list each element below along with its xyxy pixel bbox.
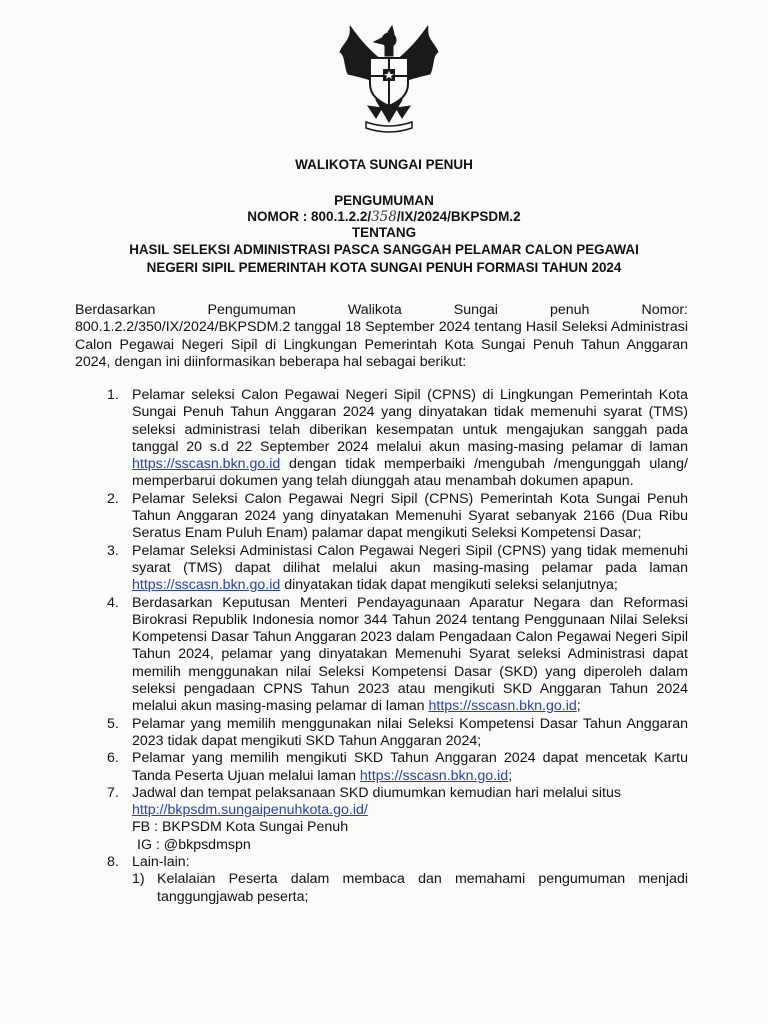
- list-item: [107, 854, 688, 906]
- sscasn-link[interactable]: https://sscasn.bkn.go.id: [132, 577, 281, 594]
- intro-rest: 800.1.2.2/350/IX/2024/BKPSDM.2 tanggal 18 September 2024 tentang Hasil Seleksi Administrasi Calon Pegawai Negeri Sipil di Lingkungan Pemerintah Kota Sungai Penuh Tahun Anggaran 2024, dengan ini diinformasikan beberapa hal sebagai berikut:: [75, 319, 688, 370]
- sub-item-text: Kelalaian Peserta dalam membaca dan memahami pengumuman menjadi tanggungjawab peserta;: [157, 871, 688, 905]
- item-number: 6.: [107, 750, 119, 767]
- item-text: ;: [576, 698, 581, 715]
- sscasn-link[interactable]: https://sscasn.bkn.go.id: [132, 456, 281, 473]
- issuer-title: WALIKOTA SUNGAI PENUH: [295, 157, 473, 172]
- list-item: [107, 716, 688, 751]
- sub-item-number: 1): [132, 871, 145, 888]
- intro-line-1: Berdasarkan Pengumuman Walikota Sungai penuh Nomor:: [75, 302, 688, 318]
- number-prefix: NOMOR : 800.1.2.2/: [247, 209, 372, 224]
- announcement-label: PENGUMUMAN: [334, 193, 434, 208]
- garuda-emblem-icon: [330, 22, 448, 134]
- list-item: [107, 750, 688, 785]
- handwritten-number: 358: [371, 209, 397, 225]
- item-text: Pelamar yang memilih mengikuti SKD Tahun Anggaran 2024 dapat mencetak Kartu Tanda Peserta Ujuan melalui laman: [132, 750, 688, 784]
- number-suffix: /IX/2024/BKPSDM.2: [396, 209, 521, 224]
- sscasn-link[interactable]: https://sscasn.bkn.go.id: [359, 767, 509, 784]
- item-text: ;: [508, 767, 513, 784]
- announcement-list: [107, 387, 688, 906]
- announcement-number: [0, 209, 768, 225]
- list-item: [107, 543, 688, 595]
- list-item: [107, 491, 688, 543]
- item-text: Pelamar Seleksi Calon Pegawai Negri Sipil (CPNS) Pemerintah Kota Sungai Penuh Tahun Anggaran 2024 yang dinyatakan Memenuhi Syarat sebanyak 2166 (Dua Ribu Seratus Enam Puluh Enam) palamar dapat mengikuti Seleksi Kompetensi Dasar;: [132, 490, 688, 542]
- item-number: 4.: [107, 594, 119, 611]
- item-text: Berdasarkan Keputusan Menteri Pendayagunaan Aparatur Negara dan Reformasi Birokrasi Republik Indonesia nomor 344 Tahun 2024 tentang Penggunaan Nilai Seleksi Kompetensi Dasar Tahun Anggaran 2023 dalam Pengadaan Calon Pegawai Negeri Sipil Tahun 2024, pelamar yang dinyatakan Memenuhi Syarat seleksi Administrasi dapat memilih menggunakan nilai Seleksi Kompetensi Dasar (SKD) yang diperoleh dalam seleksi pengadaan CPNS Tahun 2023 atau mengikuti SKD Anggaran Tahun 2024 melalui akun masing-masing pelamar di laman: [132, 594, 688, 715]
- item-text: Pelamar Seleksi Administasi Calon Pegawai Negeri Sipil (CPNS) yang tidak memenuhi syarat (TMS) dapat dilihat melalui akun masing-masing pelamar pada laman: [132, 542, 688, 576]
- sub-list-item: [132, 871, 688, 906]
- sscasn-link[interactable]: https://sscasn.bkn.go.id: [428, 698, 577, 715]
- item-number: 1.: [107, 387, 119, 403]
- item-number: 2.: [107, 490, 119, 507]
- item-text: Pelamar seleksi Calon Pegawai Negeri Sipil (CPNS) di Lingkungan Pemerintah Kota Sungai Penuh Tahun Anggaran 2024 yang dinyatakan tidak memenuhi syarat (TMS) seleksi administrasi telah diberikan kesempatan untuk mengajukan sanggah pada tanggal 20 s.d 22 September 2024 melalui akun masing-masing pelamar di laman: [132, 387, 688, 455]
- title-line-1: HASIL SELEKSI ADMINISTRASI PASCA SANGGAH PELAMAR CALON PEGAWAI: [129, 242, 639, 257]
- item-text: dinyatakan tidak dapat mengikuti seleksi selanjutnya;: [280, 577, 618, 594]
- item-text: dengan tidak memperbaiki /mengubah /mengunggah ulang/ memperbarui dokumen yang telah diunggah atau menambah dokumen apapun.: [132, 456, 688, 490]
- item-text: Lain-lain:: [132, 854, 190, 871]
- item-number: 7.: [107, 784, 119, 801]
- intro-paragraph: [75, 302, 688, 371]
- item-number: 5.: [107, 715, 119, 732]
- item-text: Jadwal dan tempat pelaksanaan SKD diumumkan kemudian hari melalui situs: [132, 784, 621, 801]
- item-number: 8.: [107, 854, 119, 871]
- list-item: [107, 785, 688, 854]
- item-text: Pelamar yang memilih menggunakan nilai Seleksi Kompetensi Dasar Tahun Anggaran 2023 tidak dapat mengikuti SKD Tahun Anggaran 2024;: [132, 715, 688, 749]
- about-label: TENTANG: [351, 225, 417, 240]
- instagram-contact: IG : @bkpsdmspn: [137, 836, 251, 853]
- item-number: 3.: [107, 542, 119, 559]
- list-item: [107, 387, 688, 491]
- title-line-2: NEGERI SIPIL PEMERINTAH KOTA SUNGAI PENUH FORMASI TAHUN 2024: [146, 260, 622, 275]
- facebook-contact: FB : BKPSDM Kota Sungai Penuh: [132, 819, 349, 836]
- bkpsdm-website-link[interactable]: http://bkpsdm.sungaipenuhkota.go.id/: [132, 802, 368, 819]
- list-item: [107, 595, 688, 716]
